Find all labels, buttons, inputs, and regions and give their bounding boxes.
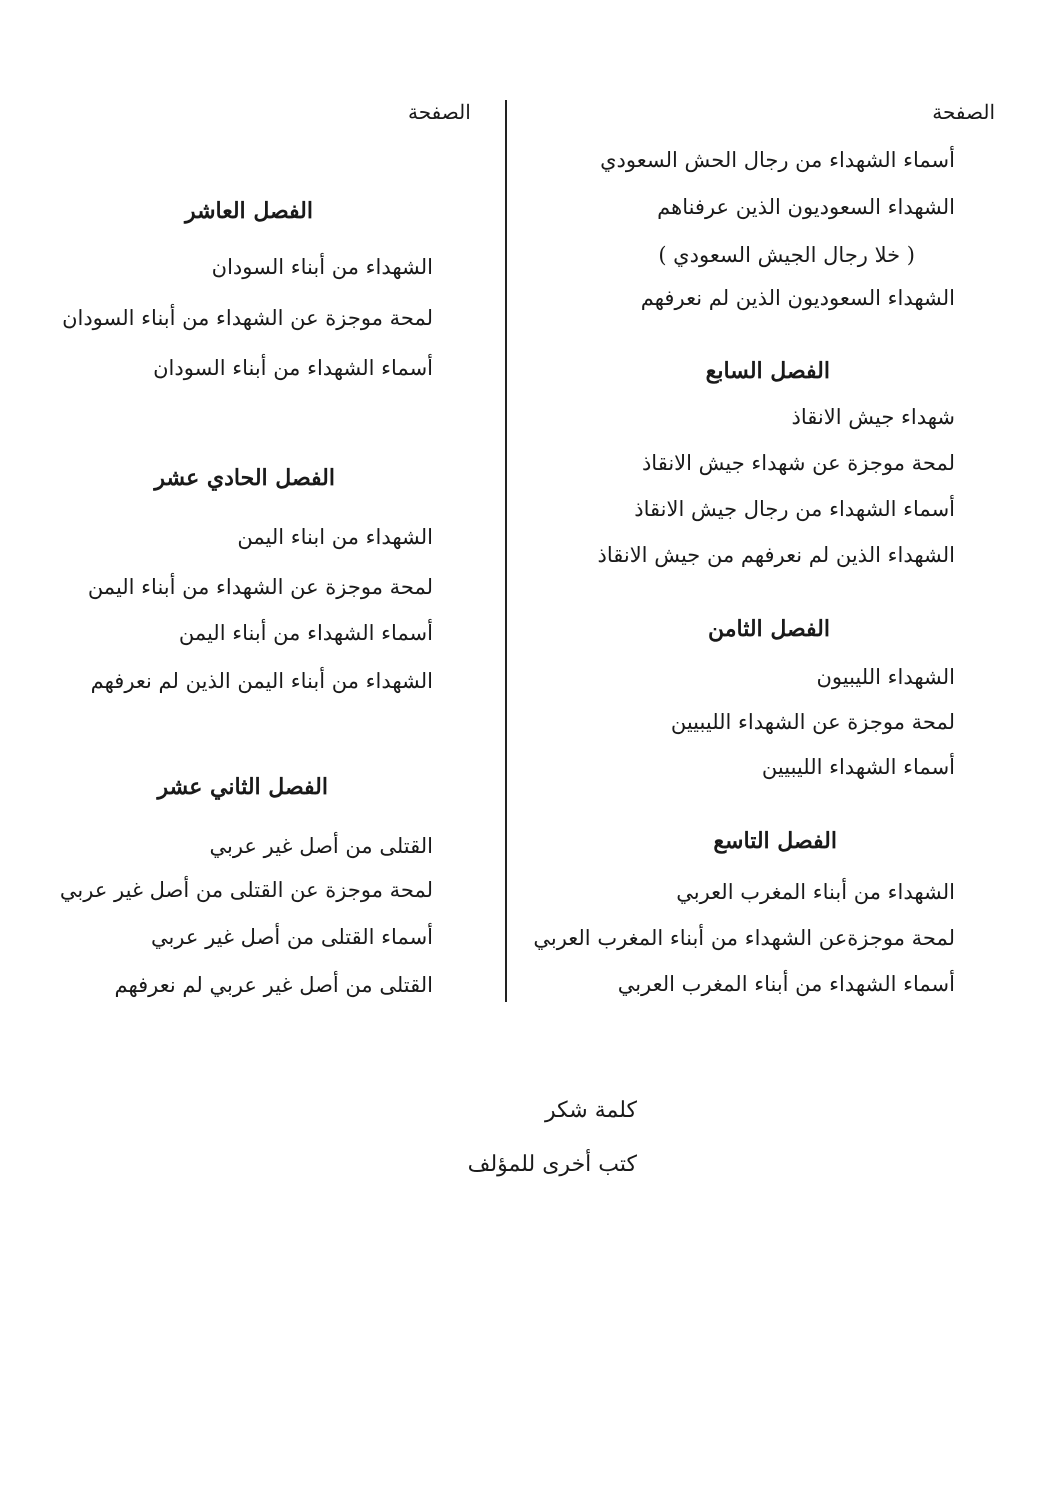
chapter-heading: الفصل العاشر [184,198,313,224]
toc-entry: الشهداء من أبناء السودان [211,255,433,279]
toc-entry: القتلى من أصل غير عربي [209,834,433,858]
toc-entry: أسماء الشهداء من أبناء اليمن [178,621,433,645]
left-column [23,0,433,1010]
chapter-heading: الفصل الثاني عشر [157,774,328,800]
toc-entry: أسماء الشهداء من أبناء السودان [153,356,433,380]
footer-entry: كتب أخرى للمؤلف [467,1152,637,1177]
toc-entry: ( خلا رجال الجيش السعودي ) [658,243,915,267]
toc-entry: أسماء الشهداء من رجال الحش السعودي [600,148,955,172]
toc-entry: الشهداء من أبناء المغرب العربي [676,880,955,904]
toc-entry: الشهداء من أبناء اليمن الذين لم نعرفهم [90,669,433,693]
toc-entry: أسماء الشهداء الليبيين [761,755,955,779]
toc-entry: لمحة موجزة عن الشهداء من أبناء اليمن [87,575,433,599]
chapter-heading: الفصل الحادي عشر [154,465,335,491]
toc-entry: القتلى من أصل غير عربي لم نعرفهم [114,973,433,997]
right-column [515,0,955,1010]
toc-entry: الشهداء السعوديون الذين لم نعرفهم [640,286,955,310]
chapter-heading: الفصل السابع [705,358,830,384]
toc-entry: لمحة موجزة عن شهداء جيش الانقاذ [641,451,955,475]
toc-entry: الشهداء الذين لم نعرفهم من جيش الانقاذ [597,543,955,567]
chapter-heading: الفصل التاسع [713,828,837,854]
toc-entry: الشهداء من ابناء اليمن [237,525,433,549]
toc-entry: أسماء الشهداء من رجال جيش الانقاذ [634,497,955,521]
toc-entry: لمحة موجزةعن الشهداء من أبناء المغرب العربي [533,926,955,950]
chapter-heading: الفصل الثامن [707,616,830,642]
toc-entry: أسماء القتلى من أصل غير عربي [150,925,433,949]
toc-entry: الشهداء الليبيون [816,665,955,689]
toc-entry: الشهداء السعوديون الذين عرفناهم [657,195,955,219]
toc-entry: شهداء جيش الانقاذ [791,405,955,429]
toc-entry: أسماء الشهداء من أبناء المغرب العربي [617,972,955,996]
toc-entry: لمحة موجزة عن القتلى من أصل غير عربي [59,878,433,902]
column-divider [505,100,507,1002]
footer-entry: كلمة شكر [545,1098,637,1123]
right-page-label: الصفحة [932,100,995,124]
toc-entry: لمحة موجزة عن الشهداء الليبيين [670,710,955,734]
left-page-label: الصفحة [408,100,471,124]
toc-entry: لمحة موجزة عن الشهداء من أبناء السودان [62,306,433,330]
